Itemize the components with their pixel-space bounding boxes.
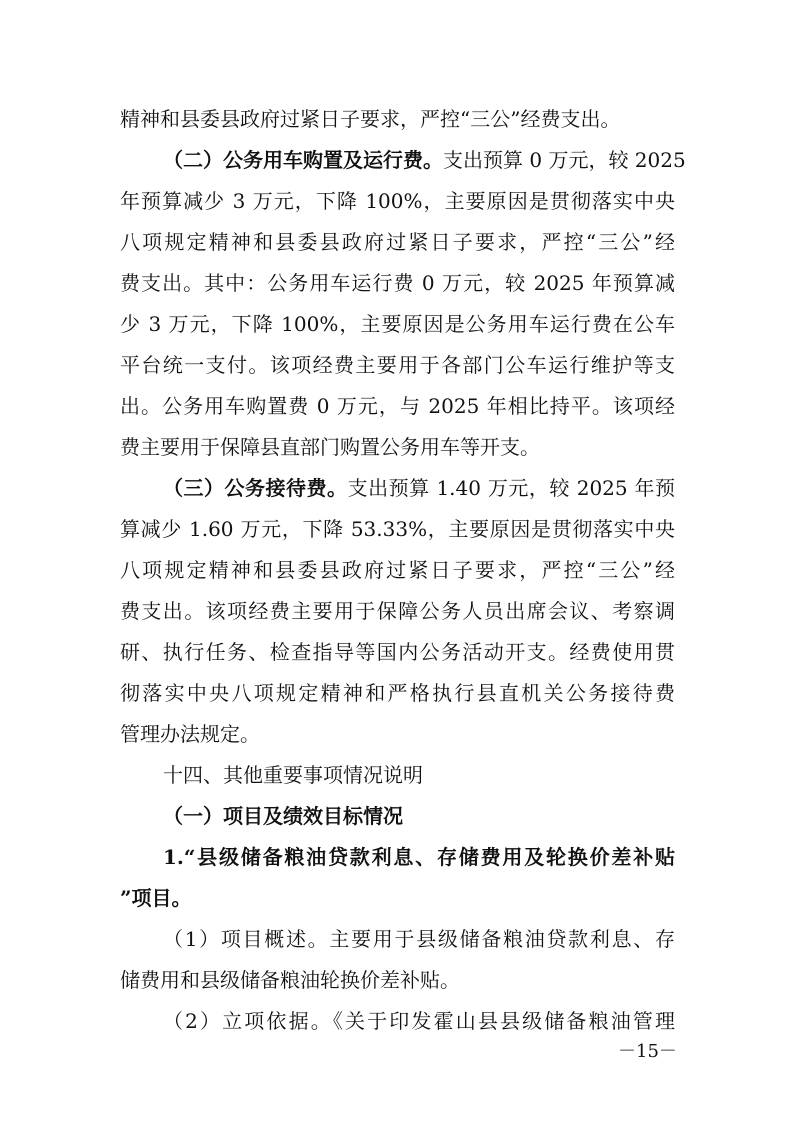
paragraph-line: 费支出。该项经费主要用于保障公务人员出席会议、考察调 (120, 599, 675, 623)
paragraph-line (163, 470, 675, 506)
section-heading: （三）公务接待费。 (163, 476, 348, 500)
paragraph-line: 储费用和县级储备粮油轮换价差补贴。 (120, 968, 460, 992)
paragraph-line: （1）项目概述。主要用于县级储备粮油贷款利息、存 (163, 927, 675, 951)
paragraph-text: 支出预算 1.40 万元，较 2025 年预 (347, 476, 676, 500)
paragraph-line: 费支出。其中：公务用车运行费 0 万元，较 2025 年预算减 (120, 271, 675, 295)
paragraph-line: 精神和县委县政府过紧日子要求，严控“三公”经费支出。 (120, 107, 621, 131)
paragraph-line (163, 142, 686, 178)
project-title: 1.“县级储备粮油贷款利息、存储费用及轮换价差补贴 (163, 845, 675, 869)
project-title: ”项目。 (120, 886, 192, 910)
paragraph-line: 研、执行任务、检查指导等国内公务活动开支。经费使用贯 (120, 640, 675, 664)
paragraph-line: 算减少 1.60 万元，下降 53.33%，主要原因是贯彻落实中央 (120, 517, 675, 541)
paragraph-line: 平台统一支付。该项经费主要用于各部门公车运行维护等支 (120, 353, 675, 377)
paragraph-line: 彻落实中央八项规定精神和严格执行县直机关公务接待费 (120, 681, 675, 705)
section-heading: （二）公务用车购置及运行费。 (163, 148, 443, 172)
paragraph-line: 费主要用于保障县直部门购置公务用车等开支。 (120, 435, 540, 459)
paragraph-line: 少 3 万元，下降 100%，主要原因是公务用车运行费在公车 (120, 312, 675, 336)
paragraph-line: 年预算减少 3 万元，下降 100%，主要原因是贯彻落实中央 (120, 189, 675, 213)
chapter-heading: 十四、其他重要事项情况说明 (163, 763, 423, 787)
paragraph-line: 出。公务用车购置费 0 万元，与 2025 年相比持平。该项经 (120, 394, 675, 418)
paragraph-line: 八项规定精神和县委县政府过紧日子要求，严控“三公”经 (120, 558, 675, 582)
paragraph-line: （2）立项依据。《关于印发霍山县县级储备粮油管理 (163, 1009, 675, 1033)
paragraph-line: 八项规定精神和县委县政府过紧日子要求，严控“三公”经 (120, 230, 675, 254)
page-number: －15－ (618, 1041, 677, 1062)
paragraph-line: 管理办法规定。 (120, 722, 260, 746)
subsection-heading: （一）项目及绩效目标情况 (163, 804, 403, 828)
paragraph-text: 支出预算 0 万元，较 2025 (443, 148, 686, 172)
